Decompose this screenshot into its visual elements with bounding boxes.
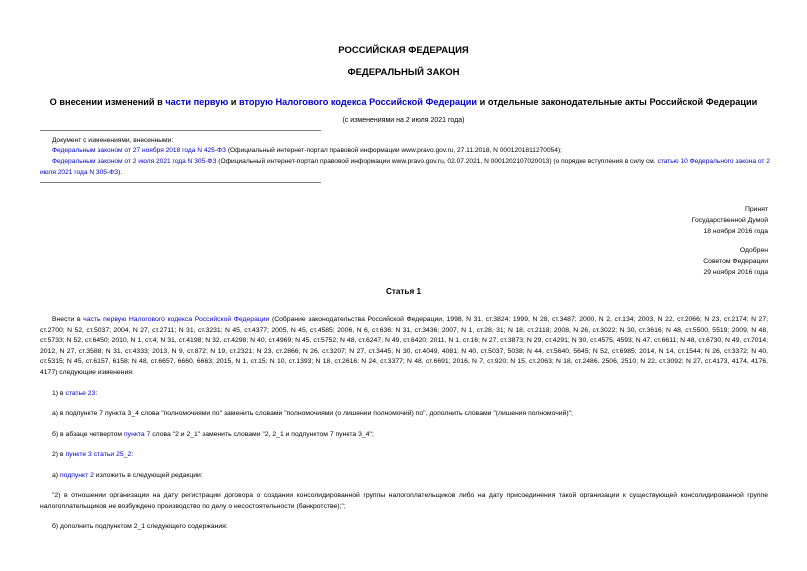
title-prefix: О внесении изменений в [49, 97, 166, 107]
amendment-law-425-link[interactable]: Федеральным законом от 27 ноября 2018 года N 425-ФЗ [52, 147, 227, 154]
paragraph-2-quote: "2) в отношении организации на дату регистрации договора о создании консолидированной группы налогоплательщиков либо на дату присоединения такой организации к существующей консолидированной группе налогоплательщиков не возбуждено производство по делу о несостоятельности (банкротстве);"; [40, 492, 768, 510]
article-25-2-point-3-link[interactable]: пункте 3 статьи 25_2 [65, 451, 132, 458]
amendment-item-1 [52, 146, 782, 157]
document-title [0, 97, 807, 107]
paragraph-1b [40, 430, 768, 441]
p2-suffix: : [131, 451, 134, 458]
p2a-suffix: изложить в следующей редакции: [93, 472, 203, 479]
tax-code-part-one-link[interactable]: часть первую Налогового кодекса Российской Федерации [83, 316, 270, 323]
amendments-top-rule [40, 130, 321, 131]
intro-text: (Собрание законодательства Российской Федерации, 1998, N 31, ст.3824; 1999, N 28, ст.3487; 2000, N 2, ст.134; 2003, N 22, ст.2066; N 23, ст.2174; N 27, ст.2700; N 52, ст.5037; 2004, N 27, ст.2711; N 31, ст.3231; N 45, ст.4377; 2005, N 45, ст.4585; 2006, N 6, ст.636; N 31, ст.3436; 2007, N 1, ст.28, 31; N 18, ст.2118; 2008, N 26, ст.3022; N 30, ст.3616; N 48, ст.5500, 5519; 2009, N 48, ст.5733; N 52, ст.6450; 2010, N 1, ст.4; N 31, ст.4198; N 32, ст.4298; N 40, ст.4969; N 45, ст.5752; N 48, ст.6247; N 49, ст.6420; 2011, N 1, ст.16; N 27, ст.3873; N 29, ст.4291; N 30, ст.4575, 4593; N 47, ст.6611; N 48, ст.6730; N 49, ст.7014; 2012, N 27, ст.3588; N 31, ст.4333; 2013, N 9, ст.872; N 19, ст.2321; N 23, ст.2866; N 26, ст.3207; N 27, ст.3445; N 30, ст.4049, 4081; N 40, ст.5037, 5038; N 44, ст.5640, 5645; N 52, ст.6985; 2014, N 14, ст.1544; N 26, ст.3372; N 40, ст.5315; N 45, ст.6157, 6158; N 48, ст.6657, 6660, 6663; 2015, N 1, ст.15; N 10, ст.1393; N 18, ст.2616; N 24, ст.3377; N 48, ст.6691; 2016, N 7, ст.920; N 15, ст.2063; N 18, ст.2486, 2506, 2510; N 22, ст.3092; N 27, ст.4173, 4174, 4176, 4177) следующие изменения: [40, 316, 768, 376]
amendment-article-10-link[interactable]: статью 10 Федерального закона от 2 июля 2021 года N 305-ФЗ [40, 158, 770, 176]
paragraph-2b: б) дополнить подпунктом 2_1 следующего содержания: [52, 523, 228, 530]
title-link-part-one[interactable]: части первую [165, 97, 229, 107]
title-link-part-two[interactable]: вторую Налогового кодекса Российской Федерации [239, 97, 478, 107]
p2-prefix: 2) в [52, 451, 66, 458]
adopted-by-duma [692, 204, 768, 237]
amendment-law-305-link[interactable]: Федеральным законом от 2 июля 2021 года N 305-ФЗ [52, 158, 217, 165]
subpoint-2-link[interactable]: подпункт 2 [59, 472, 94, 479]
p1b-prefix: б) в абзаце четвертом [52, 431, 124, 438]
approved-line-2: Советом Федерации [703, 258, 768, 265]
article-title: Статья 1 [385, 287, 422, 296]
p1-suffix: : [95, 390, 98, 397]
paragraph-1a: а) в подпункте 7 пункта 3_4 слова "полномочиями по" заменить словами "полномочиями (о лишении полномочий) по", дополнить словами "(лишения полномочий)"; [52, 410, 573, 417]
edition-note: (с изменениями на 2 июля 2021 года) [342, 117, 465, 124]
article-23-link[interactable]: статье 23 [65, 390, 96, 397]
amendment-item-2 [40, 157, 770, 178]
amendment-item-1-text: (Официальный интернет-портал правовой информации www.pravo.gov.ru, 27.11.2018, N 0001201811270054); [226, 147, 562, 154]
paragraph-1 [40, 389, 768, 400]
article-intro-paragraph [40, 315, 768, 378]
p1-prefix: 1) в [52, 390, 66, 397]
amendments-bottom-rule [40, 182, 321, 183]
approved-line-1: Одобрен [739, 247, 768, 254]
amendments-heading: Документ с изменениями, внесенными: [52, 137, 174, 144]
amendment-item-2-text: (Официальный интернет-портал правовой информации www.pravo.gov.ru, 02.07.2021, N 0001202107020013) (о порядке вступления в силу см. [216, 158, 658, 165]
title-mid: и [228, 97, 239, 107]
p2a-prefix: а) [52, 472, 60, 479]
document-type-heading: ФЕДЕРАЛЬНЫЙ ЗАКОН [347, 67, 460, 78]
title-suffix: и отдельные законодательные акты Российской Федерации [477, 97, 758, 107]
paragraph-2a [40, 471, 768, 482]
p1b-suffix: слова "2 и 2_1" заменить словами "2, 2_1 и подпунктом 7 пункта 3_4"; [150, 431, 374, 438]
country-heading: РОССИЙСКАЯ ФЕДЕРАЦИЯ [338, 45, 469, 56]
amendment-item-2-end: ). [118, 168, 123, 176]
adopted-line-1: Принят [744, 206, 768, 213]
point-7-link[interactable]: пункта 7 [123, 431, 151, 438]
approved-by-council [703, 245, 768, 278]
intro-prefix: Внести в [52, 316, 84, 323]
adopted-line-3: 18 ноября 2016 года [703, 228, 768, 235]
adopted-line-2: Государственной Думой [691, 217, 768, 224]
paragraph-2 [40, 450, 768, 461]
approved-line-3: 29 ноября 2016 года [703, 269, 768, 276]
